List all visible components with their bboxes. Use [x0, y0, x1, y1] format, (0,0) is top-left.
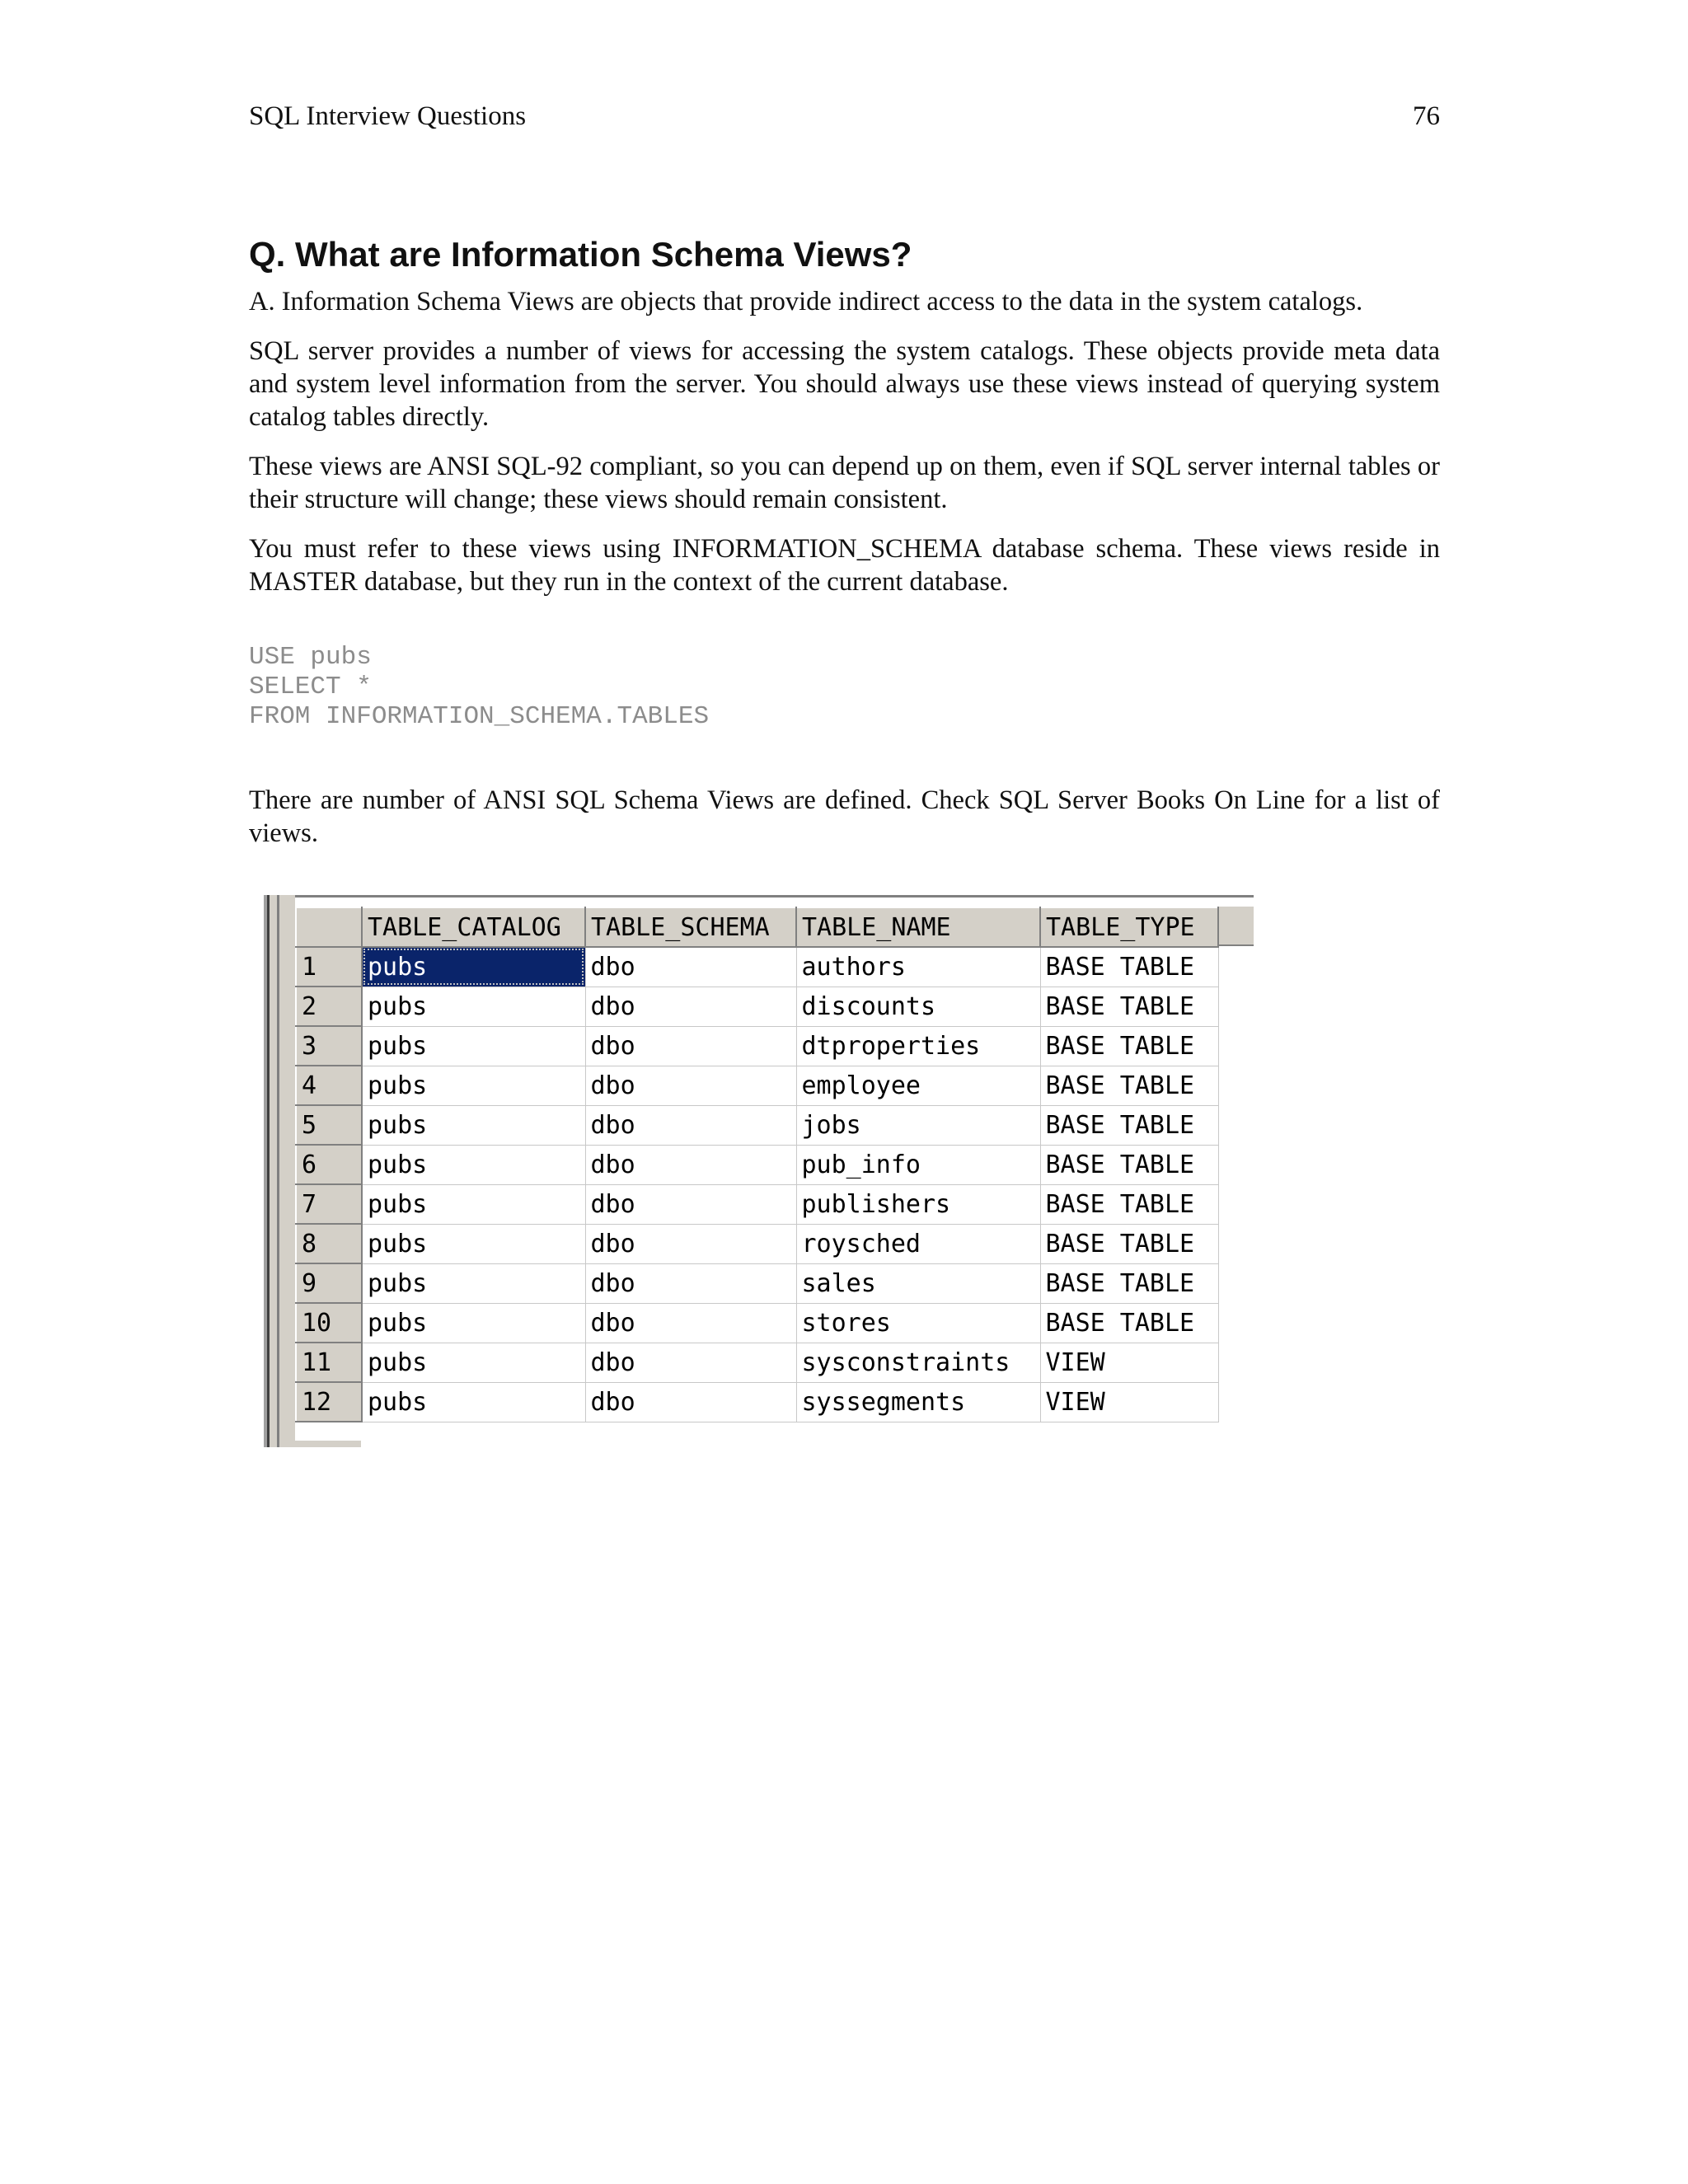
cell-table-name[interactable]: roysched: [796, 1224, 1040, 1263]
cell-table-catalog[interactable]: pubs: [362, 1263, 585, 1303]
cell-table-schema[interactable]: dbo: [585, 1026, 796, 1066]
cell-table-type[interactable]: BASE TABLE: [1040, 1145, 1218, 1184]
column-header-table-schema[interactable]: TABLE_SCHEMA: [585, 907, 796, 947]
table-row: [296, 1184, 1218, 1224]
table-row: [296, 1382, 1218, 1422]
cell-table-type[interactable]: BASE TABLE: [1040, 1026, 1218, 1066]
cell-table-schema[interactable]: dbo: [585, 1382, 796, 1422]
cell-table-name[interactable]: discounts: [796, 987, 1040, 1026]
cell-table-type[interactable]: BASE TABLE: [1040, 987, 1218, 1026]
cell-table-catalog[interactable]: pubs: [362, 1382, 585, 1422]
cell-table-schema[interactable]: dbo: [585, 1303, 796, 1343]
cell-table-schema[interactable]: dbo: [585, 1343, 796, 1382]
cell-table-name[interactable]: publishers: [796, 1184, 1040, 1224]
cell-table-type[interactable]: BASE TABLE: [1040, 1224, 1218, 1263]
cell-table-schema[interactable]: dbo: [585, 1145, 796, 1184]
body-paragraph: There are number of ANSI SQL Schema Views are defined. Check SQL Server Books On Line for a list of views.: [249, 785, 1440, 848]
cell-table-schema[interactable]: dbo: [585, 987, 796, 1026]
row-number[interactable]: 2: [296, 987, 362, 1026]
grid-cut-off-row: [295, 1441, 1217, 1447]
cell-table-catalog[interactable]: pubs: [362, 1145, 585, 1184]
cell-table-catalog[interactable]: pubs: [362, 1224, 585, 1263]
row-number[interactable]: 3: [296, 1026, 362, 1066]
grid-frame: [260, 895, 295, 1447]
column-header-table-catalog[interactable]: TABLE_CATALOG: [362, 907, 585, 947]
body-paragraph: SQL server provides a number of views for accessing the system catalogs. These objects provide meta data and system level information from the server. You should always use these views instead of querying system catalog tables directly.: [249, 336, 1440, 432]
table-row: [296, 987, 1218, 1026]
cell-table-type[interactable]: BASE TABLE: [1040, 1066, 1218, 1105]
cell-table-schema[interactable]: dbo: [585, 1184, 796, 1224]
row-number[interactable]: 5: [296, 1105, 362, 1145]
cell-table-name[interactable]: dtproperties: [796, 1026, 1040, 1066]
row-number[interactable]: 9: [296, 1263, 362, 1303]
cell-table-name[interactable]: stores: [796, 1303, 1040, 1343]
table-row: [296, 1066, 1218, 1105]
grid-top-border: [295, 895, 1254, 898]
cell-table-schema[interactable]: dbo: [585, 1263, 796, 1303]
cell-table-type[interactable]: BASE TABLE: [1040, 1184, 1218, 1224]
table-row: [296, 1026, 1218, 1066]
cell-table-catalog[interactable]: pubs: [362, 1343, 585, 1382]
cell-table-type[interactable]: VIEW: [1040, 1382, 1218, 1422]
cell-table-name[interactable]: jobs: [796, 1105, 1040, 1145]
table-row: [296, 1343, 1218, 1382]
cell-table-catalog[interactable]: pubs: [362, 1184, 585, 1224]
row-number[interactable]: 4: [296, 1066, 362, 1105]
cell-table-catalog[interactable]: pubs: [362, 1026, 585, 1066]
row-number[interactable]: 10: [296, 1303, 362, 1343]
cell-table-name[interactable]: syssegments: [796, 1382, 1040, 1422]
question-title: Q. What are Information Schema Views?: [249, 235, 912, 274]
row-number[interactable]: 1: [296, 947, 362, 987]
row-number[interactable]: 11: [296, 1343, 362, 1382]
cell-table-schema[interactable]: dbo: [585, 1066, 796, 1105]
grid-header-filler: [1217, 907, 1254, 946]
row-number[interactable]: 8: [296, 1224, 362, 1263]
cell-table-type[interactable]: BASE TABLE: [1040, 1303, 1218, 1343]
cell-table-type[interactable]: VIEW: [1040, 1343, 1218, 1382]
table-row: [296, 947, 1218, 987]
cell-table-catalog[interactable]: pubs: [362, 1303, 585, 1343]
table-row: [296, 1263, 1218, 1303]
cell-table-name[interactable]: authors: [796, 947, 1040, 987]
cell-table-type[interactable]: BASE TABLE: [1040, 1263, 1218, 1303]
page-number: 76: [1413, 101, 1440, 131]
header-row: [296, 907, 1218, 947]
table-row: [296, 1105, 1218, 1145]
body-paragraph: You must refer to these views using INFORMATION_SCHEMA database schema. These views reside in MASTER database, but they run in the context of the current database.: [249, 534, 1440, 597]
code-line: SELECT *: [249, 673, 372, 701]
row-number[interactable]: 6: [296, 1145, 362, 1184]
cell-table-catalog[interactable]: pubs: [362, 1105, 585, 1145]
answer-paragraph: A. Information Schema Views are objects that provide indirect access to the data in the system catalogs.: [249, 287, 1363, 316]
table-row: [296, 1145, 1218, 1184]
cell-table-name[interactable]: pub_info: [796, 1145, 1040, 1184]
cell-table-catalog[interactable]: pubs: [362, 947, 585, 987]
column-header-table-name[interactable]: TABLE_NAME: [796, 907, 1040, 947]
table-row: [296, 1224, 1218, 1263]
body-paragraph: These views are ANSI SQL-92 compliant, so you can depend up on them, even if SQL server internal tables or their structure will change; these views should remain consistent.: [249, 452, 1440, 514]
code-line: FROM INFORMATION_SCHEMA.TABLES: [249, 702, 710, 731]
table-row: [296, 1303, 1218, 1343]
column-header-table-type[interactable]: TABLE_TYPE: [1040, 907, 1218, 947]
cell-table-name[interactable]: sysconstraints: [796, 1343, 1040, 1382]
page-header: [249, 97, 1440, 135]
row-number[interactable]: 12: [296, 1382, 362, 1422]
cell-table-type[interactable]: BASE TABLE: [1040, 1105, 1218, 1145]
cell-table-schema[interactable]: dbo: [585, 1105, 796, 1145]
code-sample: [249, 643, 709, 732]
cell-table-catalog[interactable]: pubs: [362, 987, 585, 1026]
cell-table-schema[interactable]: dbo: [585, 947, 796, 987]
results-grid-screenshot: [260, 895, 1254, 1447]
cell-table-catalog[interactable]: pubs: [362, 1066, 585, 1105]
code-line: USE pubs: [249, 643, 372, 672]
cell-table-type[interactable]: BASE TABLE: [1040, 947, 1218, 987]
results-table: [295, 907, 1219, 1422]
cell-table-name[interactable]: employee: [796, 1066, 1040, 1105]
running-title: SQL Interview Questions: [249, 101, 527, 131]
row-number-header[interactable]: [296, 907, 362, 947]
row-number[interactable]: 7: [296, 1184, 362, 1224]
cell-table-name[interactable]: sales: [796, 1263, 1040, 1303]
cell-table-schema[interactable]: dbo: [585, 1224, 796, 1263]
